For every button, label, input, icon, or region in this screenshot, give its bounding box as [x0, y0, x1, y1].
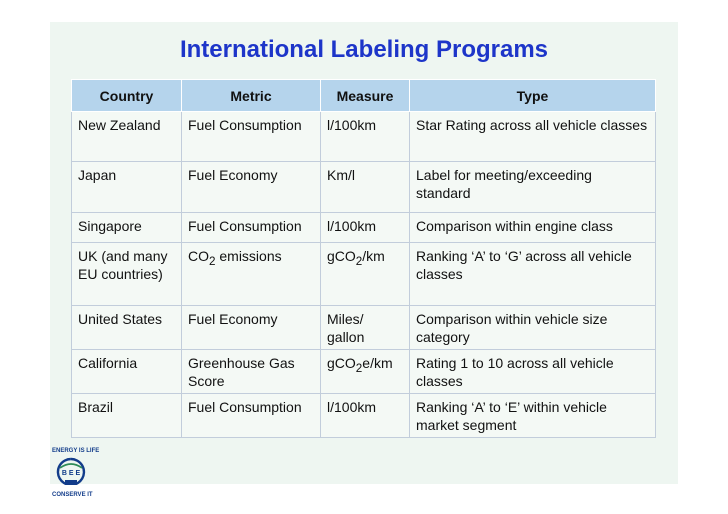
- cell-type: Comparison within engine class: [410, 213, 656, 243]
- measure-suffix: /km: [362, 248, 385, 264]
- cell-country: New Zealand: [72, 112, 182, 162]
- table-row: [72, 112, 656, 162]
- cell-measure: l/100km: [321, 213, 410, 243]
- measure-prefix: gCO: [327, 355, 356, 371]
- bulb-seal-icon: [54, 457, 88, 485]
- slide-title: International Labeling Programs: [179, 36, 549, 63]
- cell-measure: Miles/ gallon: [321, 306, 410, 350]
- labeling-programs-table: [71, 79, 656, 438]
- logo-bottom-text: CONSERVE IT: [52, 492, 93, 498]
- logo-seal-letters: B E E: [61, 470, 81, 477]
- header-metric: Metric: [182, 80, 321, 112]
- cell-metric: Fuel Economy: [182, 162, 321, 213]
- table-header-row: [72, 80, 656, 112]
- cell-type: Label for meeting/exceeding standard: [410, 162, 656, 213]
- cell-measure: [321, 350, 410, 394]
- cell-type: Star Rating across all vehicle classes: [410, 112, 656, 162]
- table-row: [72, 394, 656, 438]
- cell-type: Ranking ‘A’ to ‘G’ across all vehicle classes: [410, 243, 656, 306]
- cell-metric: [182, 243, 321, 306]
- logo-seal: [54, 457, 92, 490]
- cell-measure: l/100km: [321, 112, 410, 162]
- cell-country: Brazil: [72, 394, 182, 438]
- table-row: [72, 350, 656, 394]
- cell-type: Comparison within vehicle size category: [410, 306, 656, 350]
- cell-metric: Fuel Consumption: [182, 394, 321, 438]
- measure-suffix: e/km: [362, 355, 393, 371]
- cell-metric: Greenhouse Gas Score: [182, 350, 321, 394]
- header-measure: Measure: [321, 80, 410, 112]
- metric-suffix: emissions: [215, 248, 282, 264]
- logo-top-text: ENERGY IS LIFE: [52, 448, 100, 454]
- cell-type: Rating 1 to 10 across all vehicle classes: [410, 350, 656, 394]
- measure-subscript: 2: [355, 254, 363, 268]
- metric-prefix: CO: [188, 248, 209, 264]
- cell-country: Japan: [72, 162, 182, 213]
- cell-country: United States: [72, 306, 182, 350]
- cell-country: Singapore: [72, 213, 182, 243]
- measure-subscript: 2: [355, 361, 363, 375]
- cell-measure: [321, 243, 410, 306]
- header-country: Country: [72, 80, 182, 112]
- table-row: [72, 306, 656, 350]
- cell-type: Ranking ‘A’ to ‘E’ within vehicle market segment: [410, 394, 656, 438]
- metric-subscript: 2: [209, 254, 216, 268]
- cell-country: California: [72, 350, 182, 394]
- cell-metric: Fuel Consumption: [182, 213, 321, 243]
- measure-prefix: gCO: [327, 248, 356, 264]
- cell-metric: Fuel Consumption: [182, 112, 321, 162]
- cell-measure: Km/l: [321, 162, 410, 213]
- table-row: [72, 243, 656, 306]
- table-row: [72, 213, 656, 243]
- cell-measure: l/100km: [321, 394, 410, 438]
- energy-logo: [52, 448, 100, 498]
- cell-metric: Fuel Economy: [182, 306, 321, 350]
- header-type: Type: [410, 80, 656, 112]
- cell-country: UK (and many EU countries): [72, 243, 182, 306]
- table-row: [72, 162, 656, 213]
